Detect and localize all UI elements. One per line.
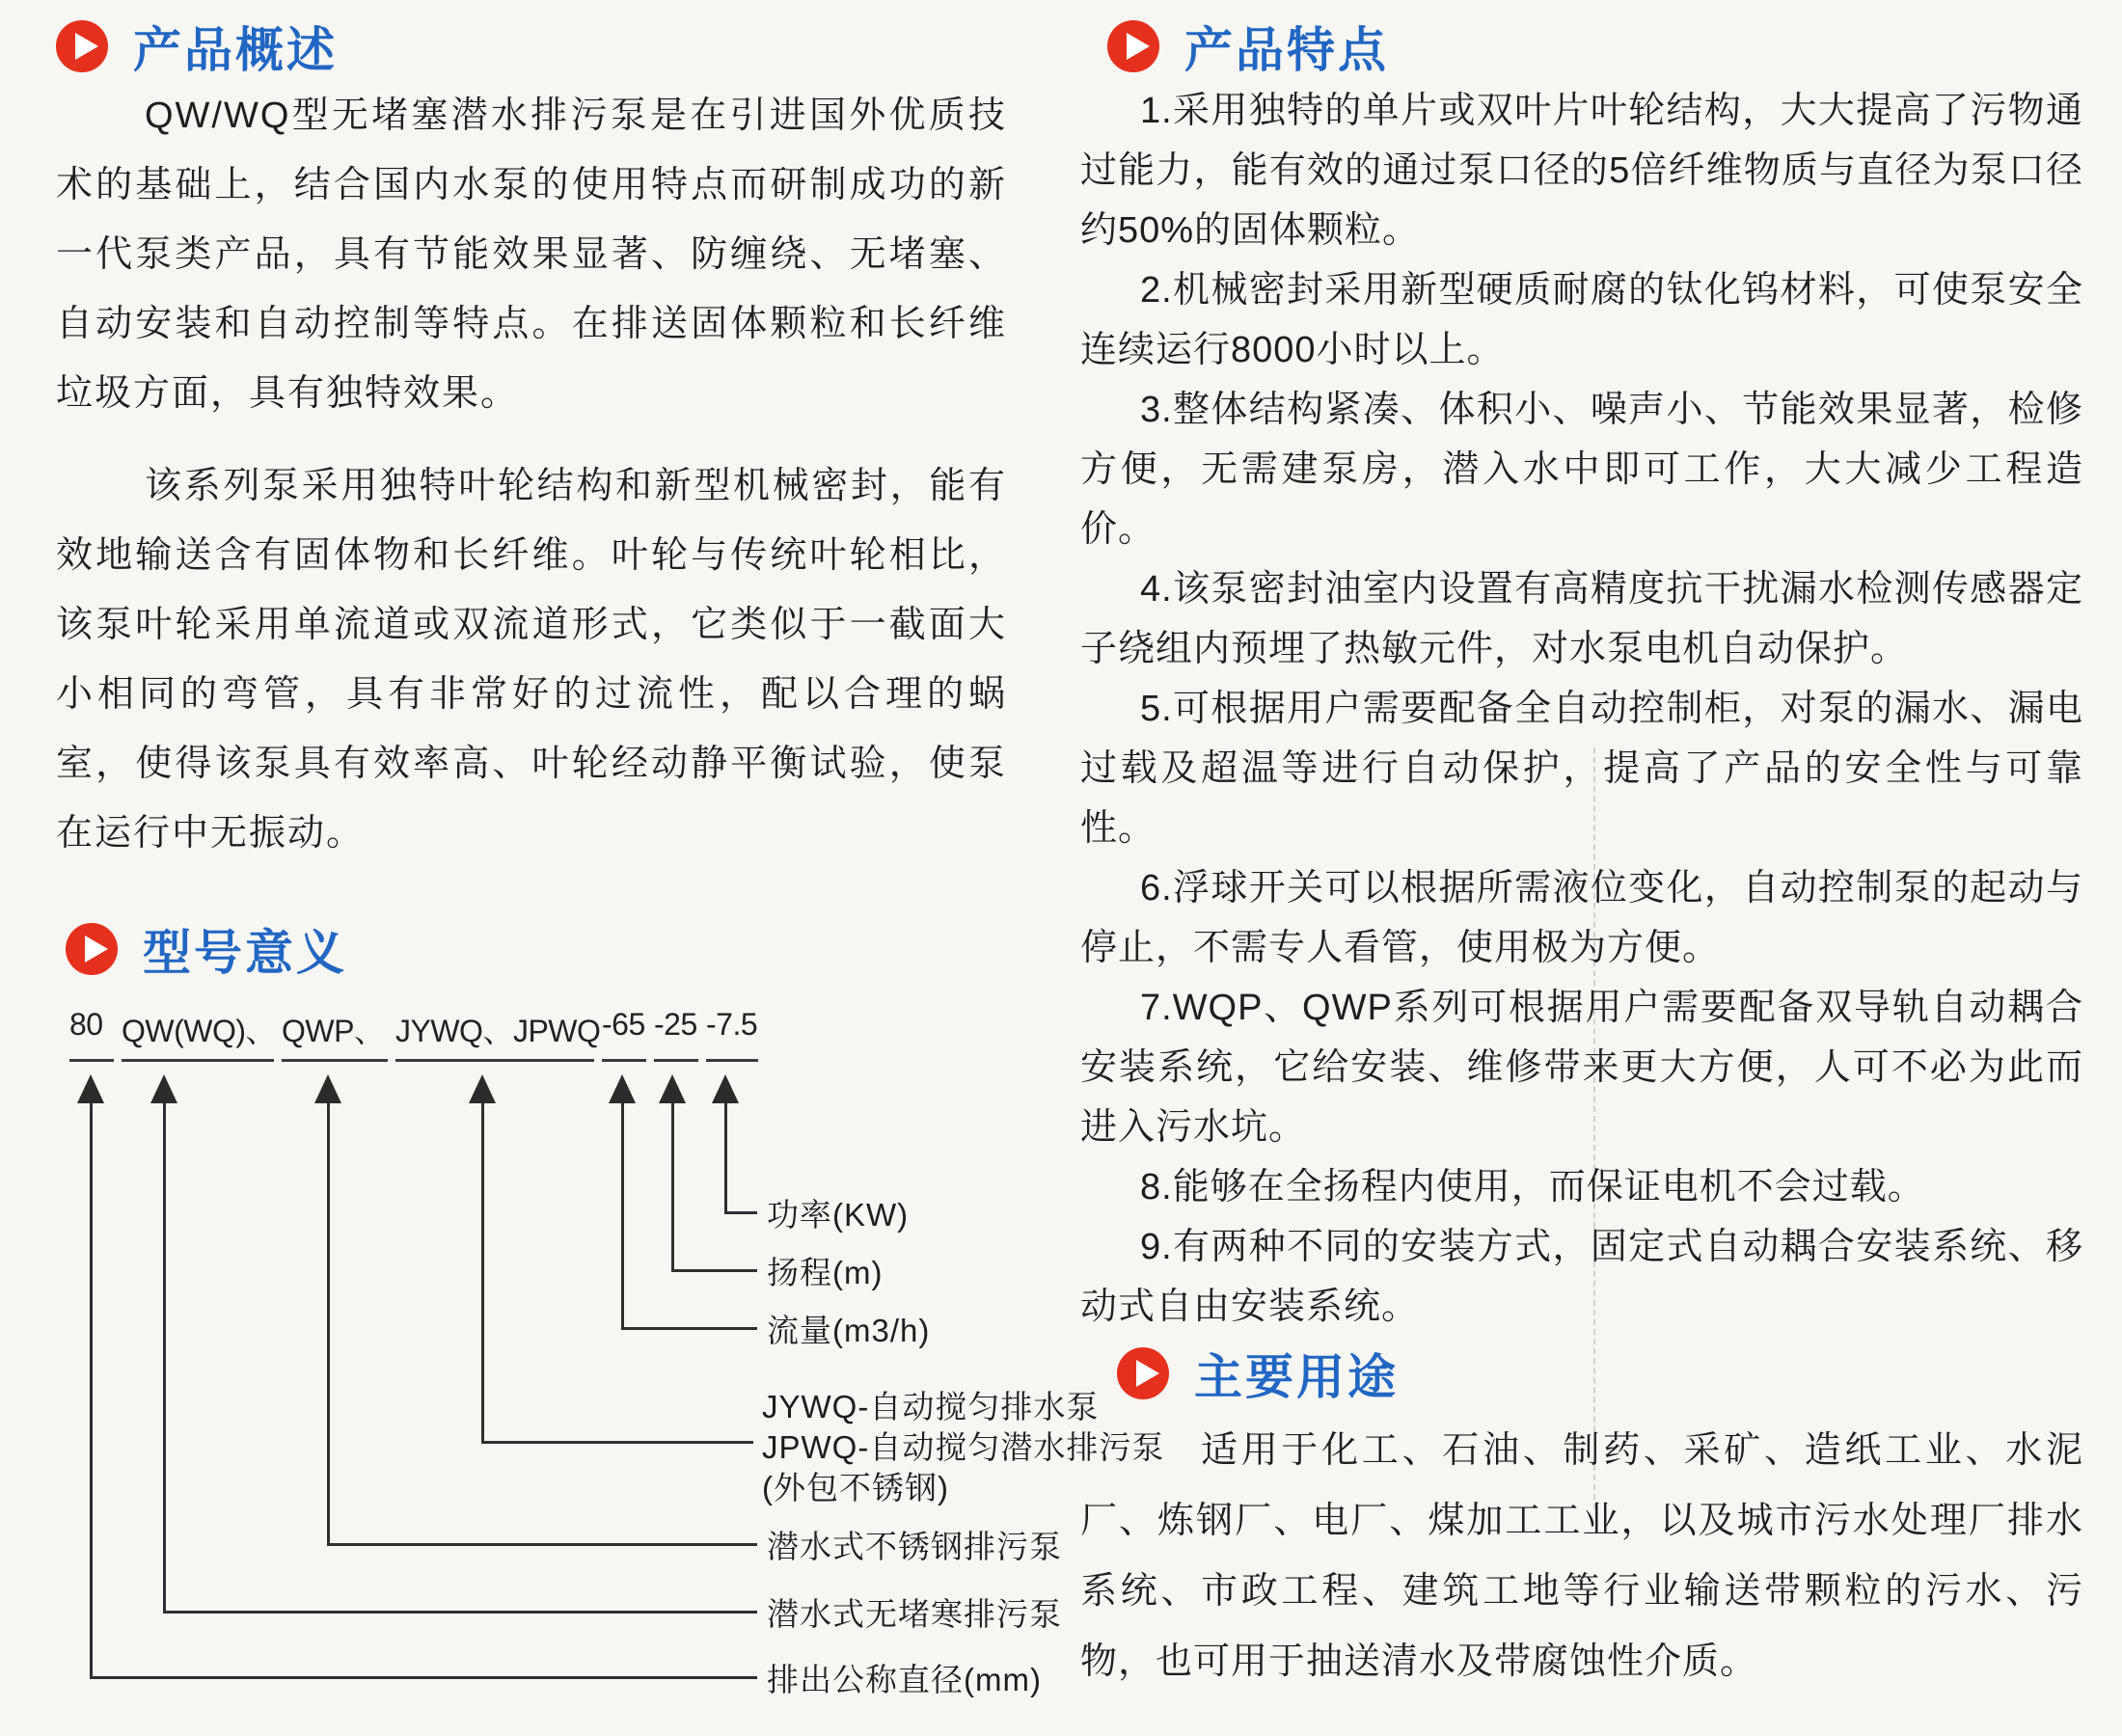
up-arrow-icon	[712, 1074, 739, 1103]
play-circle-icon	[1117, 1347, 1169, 1399]
leader-line	[163, 1103, 166, 1614]
feature-item: 2.机械密封采用新型硬质耐腐的钛化钨材料，可使泵安全连续运行8000小时以上。	[1080, 270, 2083, 370]
feature-item: 9.有两种不同的安装方式，固定式自动耦合安装系统、移动式自由安装系统。	[1080, 1227, 2083, 1327]
section-title-model: 型号意义	[143, 926, 347, 980]
up-arrow-icon	[659, 1074, 686, 1103]
features-list	[1080, 81, 2083, 1337]
leader-line	[621, 1327, 757, 1330]
feature-item: 5.可根据用户需要配备全自动控制柜，对泵的漏水、漏电过载及超温等进行自动保护，提高了产品的安全性与可靠性。	[1080, 689, 2083, 849]
play-circle-icon	[56, 20, 108, 72]
leader-line	[621, 1103, 624, 1330]
leader-line	[327, 1543, 757, 1546]
model-segment-qwwq: QW(WQ)、	[122, 1007, 274, 1062]
label-flow: 流量(m3/h)	[767, 1313, 931, 1348]
label-nonclog: 潜水式无堵寒排污泵	[767, 1596, 1062, 1632]
up-arrow-icon	[469, 1074, 496, 1103]
overview-paragraphs	[56, 81, 1007, 868]
section-header-overview	[56, 12, 338, 81]
leader-line	[481, 1103, 484, 1444]
label-jywq: JYWQ-自动搅匀排水泵	[762, 1389, 1100, 1424]
overview-paragraph-2: 该系列泵采用独特叶轮结构和新型机械密封，能有效地输送含有固体物和长纤维。叶轮与传统叶轮相比，该泵叶轮采用单流道或双流道形式，它类似于一截面大小相同的弯管，具有非常好的过流性，配以合理的蜗室，使得该泵具有效率高、叶轮经动静平衡试验，使泵在运行中无振动。	[56, 466, 1007, 854]
section-title-overview: 产品概述	[133, 23, 338, 77]
label-power: 功率(KW)	[767, 1197, 910, 1233]
model-segment-jywq-jpwq: JYWQ、JPWQ	[395, 1007, 594, 1062]
feature-item: 8.能够在全扬程内使用，而保证电机不会过载。	[1140, 1167, 1925, 1207]
model-segment-flow: -65	[602, 1007, 646, 1062]
label-head: 扬程(m)	[767, 1255, 884, 1290]
leader-line	[671, 1269, 757, 1272]
leader-line	[90, 1103, 93, 1679]
model-segment-qwp: QWP、	[282, 1007, 388, 1062]
label-jpwq-note: (外包不锈钢)	[762, 1470, 949, 1505]
label-outlet: 排出公称直径(mm)	[767, 1662, 1042, 1697]
up-arrow-icon	[609, 1074, 636, 1103]
play-circle-icon	[1107, 20, 1159, 72]
uses-paragraph	[1080, 1416, 2083, 1697]
leader-line	[481, 1441, 753, 1444]
model-segment-power: -7.5	[706, 1007, 758, 1062]
leader-line	[724, 1103, 727, 1214]
leader-line	[327, 1103, 330, 1546]
feature-item: 3.整体结构紧凑、体积小、噪声小、节能效果显著，检修方便，无需建泵房，潜入水中即可工作，大大减少工程造价。	[1080, 390, 2083, 550]
up-arrow-icon	[314, 1074, 341, 1103]
leader-line	[90, 1676, 757, 1679]
model-segment-head: -25	[654, 1007, 698, 1062]
label-jpwq: JPWQ-自动搅匀潜水排污泵	[762, 1429, 1165, 1465]
leader-line	[163, 1611, 757, 1614]
feature-item: 4.该泵密封油室内设置有高精度抗干扰漏水检测传感器定子绕组内预埋了热敏元件，对水泵电机自动保护。	[1080, 569, 2083, 669]
feature-item: 1.采用独特的单片或双叶片叶轮结构，大大提高了污物通过能力，能有效的通过泵口径的5倍纤维物质与直径为泵口径约50%的固体颗粒。	[1080, 91, 2083, 251]
feature-item: 7.WQP、QWP系列可根据用户需要配备双导轨自动耦合安装系统，它给安装、维修带来更大方便，人可不必为此而进入污水坑。	[1080, 988, 2083, 1148]
leader-line	[724, 1211, 757, 1214]
play-circle-icon	[66, 923, 118, 975]
section-title-features: 产品特点	[1184, 23, 1389, 77]
leader-line	[671, 1103, 674, 1272]
up-arrow-icon	[150, 1074, 177, 1103]
section-header-uses	[1117, 1339, 1399, 1408]
section-title-uses: 主要用途	[1194, 1350, 1399, 1404]
model-segment-diameter: 80	[69, 1007, 114, 1062]
uses-paragraph-text: 适用于化工、石油、制药、采矿、造纸工业、水泥厂、炼钢厂、电厂、煤加工工业，以及城市污水处理厂排水系统、市政工程、建筑工地等行业输送带颗粒的污水、污物，也可用于抽送清水及带腐蚀性介质。	[1080, 1430, 2083, 1682]
label-stainless: 潜水式不锈钢排污泵	[767, 1529, 1062, 1564]
up-arrow-icon	[77, 1074, 104, 1103]
feature-item: 6.浮球开关可以根据所需液位变化，自动控制泵的起动与停止，不需专人看管，使用极为方便。	[1080, 868, 2083, 968]
section-header-features	[1107, 12, 1389, 81]
scan-artifact-line	[1593, 747, 1595, 1509]
section-header-model	[66, 914, 347, 984]
overview-paragraph-1: QW/WQ型无堵塞潜水排污泵是在引进国外优质技术的基础上，结合国内水泵的使用特点而研制成功的新一代泵类产品，具有节能效果显著、防缠绕、无堵塞、自动安装和自动控制等特点。在排送固体颗粒和长纤维垃圾方面，具有独特效果。	[56, 95, 1007, 414]
